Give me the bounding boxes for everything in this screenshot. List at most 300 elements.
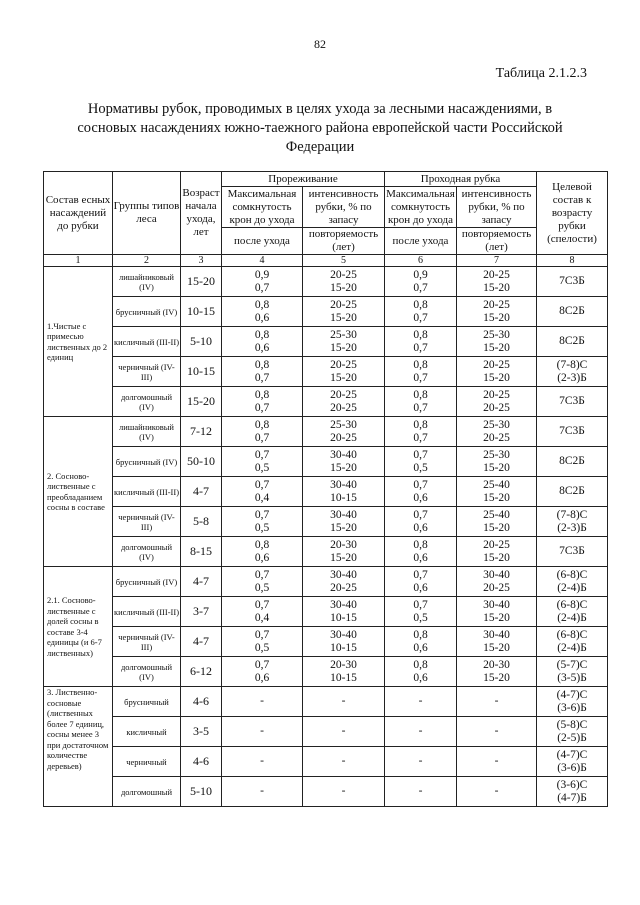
- forest-type-line: кисличный (III-II): [113, 336, 180, 347]
- closure-passage-line: -: [418, 785, 423, 797]
- intensity-passage-line: 20-25: [483, 358, 510, 371]
- intensity-thinning: [303, 477, 385, 507]
- target-composition-line: 7С3Б: [559, 275, 585, 287]
- closure-passage-line: 0,7: [413, 401, 428, 414]
- intensity-passage-line: 15-20: [483, 311, 510, 324]
- closure-thinning: [222, 777, 303, 807]
- intensity-thinning-line: 25-30: [330, 328, 357, 341]
- closure-passage-line: 0,6: [413, 521, 428, 534]
- closure-thinning-line: 0,7: [254, 448, 270, 461]
- closure-thinning-line: -: [260, 785, 264, 797]
- intensity-passage-line: 20-25: [483, 401, 510, 414]
- table-row: [44, 387, 608, 417]
- intensity-thinning: [303, 357, 385, 387]
- closure-passage: [385, 387, 457, 417]
- intensity-passage: [457, 627, 537, 657]
- start-age: [181, 507, 222, 537]
- intensity-thinning-line: -: [341, 755, 346, 767]
- intensity-thinning: [303, 657, 385, 687]
- closure-passage-line: 0,6: [413, 551, 428, 564]
- start-age: [181, 417, 222, 447]
- target-composition: [537, 597, 608, 627]
- closure-passage-line: 0,7: [413, 478, 428, 491]
- table-row: [44, 567, 608, 597]
- start-age: [181, 717, 222, 747]
- target-composition-line: (2-3)Б: [557, 371, 587, 384]
- intensity-passage-line: 20-25: [483, 268, 510, 281]
- target-composition-line: (2-4)Б: [557, 581, 587, 594]
- header-thinning: Прореживание: [222, 172, 385, 187]
- closure-thinning-line: 0,8: [254, 538, 270, 551]
- closure-passage-line: 0,8: [413, 328, 428, 341]
- header-target-composition: Целевой состав к возрасту рубки (спелости): [537, 172, 608, 255]
- intensity-thinning-line: 20-25: [330, 401, 357, 414]
- table-row: [44, 267, 608, 297]
- intensity-thinning: [303, 597, 385, 627]
- target-composition: [537, 447, 608, 477]
- closure-thinning-line: 0,8: [254, 328, 270, 341]
- intensity-passage: [457, 297, 537, 327]
- start-age-line: 4-6: [193, 754, 209, 768]
- target-composition-line: (6-8)С: [556, 598, 588, 611]
- intensity-passage: [457, 777, 537, 807]
- start-age: [181, 447, 222, 477]
- intensity-passage-line: 25-30: [483, 448, 510, 461]
- intensity-thinning-line: -: [341, 785, 346, 797]
- closure-thinning-line: 0,5: [254, 641, 270, 654]
- closure-thinning: [222, 657, 303, 687]
- intensity-passage-line: 20-30: [483, 658, 510, 671]
- intensity-passage-line: 15-20: [483, 371, 510, 384]
- closure-thinning: [222, 357, 303, 387]
- intensity-passage-line: 15-20: [483, 281, 510, 294]
- start-age-line: 5-10: [190, 334, 212, 348]
- intensity-passage: [457, 597, 537, 627]
- intensity-thinning-line: -: [341, 725, 346, 737]
- start-age: [181, 267, 222, 297]
- intensity-passage-line: 20-25: [483, 581, 510, 594]
- closure-thinning: [222, 717, 303, 747]
- start-age-line: 15-20: [187, 274, 215, 288]
- intensity-passage-line: 15-20: [483, 671, 510, 684]
- group-label: 2. Сосново-лиственные с преобладанием сосны в составе: [44, 417, 113, 567]
- closure-thinning-line: 0,5: [254, 581, 270, 594]
- intensity-passage-line: 25-30: [483, 328, 510, 341]
- intensity-passage-line: 30-40: [483, 628, 510, 641]
- forest-type: [113, 357, 181, 387]
- norms-table: [43, 171, 608, 807]
- target-composition: [537, 717, 608, 747]
- intensity-thinning: [303, 537, 385, 567]
- start-age-line: 4-6: [193, 694, 209, 708]
- start-age-line: 10-15: [187, 304, 215, 318]
- start-age: [181, 567, 222, 597]
- closure-passage-line: 0,8: [413, 418, 428, 431]
- forest-type: [113, 627, 181, 657]
- closure-thinning-line: -: [260, 755, 264, 767]
- table-row: [44, 717, 608, 747]
- closure-thinning: [222, 447, 303, 477]
- header-repeat-passage: повторяемость (лет): [457, 228, 537, 255]
- closure-passage-line: 0,9: [413, 268, 428, 281]
- column-number: 8: [537, 255, 608, 267]
- intensity-thinning-line: 30-40: [330, 478, 357, 491]
- header-age: Возраст начала ухода, лет: [181, 172, 222, 255]
- table-row: [44, 327, 608, 357]
- forest-type-line: брусничный (IV): [115, 576, 178, 587]
- intensity-thinning-line: 15-20: [330, 521, 357, 534]
- closure-thinning-line: 0,4: [254, 611, 270, 624]
- intensity-passage: [457, 717, 537, 747]
- closure-thinning-line: 0,7: [254, 658, 270, 671]
- start-age-line: 3-7: [193, 604, 209, 618]
- closure-thinning: [222, 297, 303, 327]
- target-composition-line: 7С3Б: [559, 395, 585, 407]
- intensity-passage-line: -: [494, 755, 499, 767]
- closure-thinning-line: 0,8: [254, 388, 270, 401]
- forest-type-line: кисличный (III-II): [113, 606, 180, 617]
- forest-type-line: долгомошный (IV): [120, 391, 173, 412]
- table-label: Таблица 2.1.2.3: [495, 66, 587, 81]
- target-composition-line: (3-6)Б: [557, 761, 587, 774]
- target-composition-line: 8С2Б: [559, 335, 585, 347]
- header-composition: Состав есных насаждений до рубки: [44, 172, 113, 255]
- target-composition: [537, 417, 608, 447]
- start-age-line: 7-12: [190, 424, 212, 438]
- intensity-passage: [457, 537, 537, 567]
- intensity-thinning-line: 20-25: [330, 388, 357, 401]
- start-age: [181, 627, 222, 657]
- intensity-thinning: [303, 327, 385, 357]
- closure-thinning-line: 0,8: [254, 418, 270, 431]
- target-composition-line: 8С2Б: [559, 485, 585, 497]
- forest-type-line: лишайниковый (IV): [119, 271, 174, 292]
- forest-type: [113, 417, 181, 447]
- forest-type: [113, 537, 181, 567]
- closure-passage: [385, 507, 457, 537]
- table-row: [44, 777, 608, 807]
- intensity-thinning-line: 20-25: [330, 268, 357, 281]
- intensity-passage: [457, 747, 537, 777]
- intensity-passage-line: 15-20: [483, 341, 510, 354]
- intensity-thinning-line: 10-15: [330, 491, 357, 504]
- target-composition: [537, 567, 608, 597]
- intensity-passage: [457, 327, 537, 357]
- closure-passage-line: 0,8: [413, 658, 428, 671]
- forest-type: [113, 597, 181, 627]
- intensity-passage-line: 20-25: [483, 298, 510, 311]
- intensity-thinning: [303, 267, 385, 297]
- start-age-line: 4-7: [193, 634, 209, 648]
- start-age-line: 4-7: [193, 574, 209, 588]
- intensity-passage: [457, 507, 537, 537]
- forest-type: [113, 687, 181, 717]
- intensity-thinning: [303, 387, 385, 417]
- target-composition-line: (4-7)Б: [557, 791, 587, 804]
- closure-thinning: [222, 567, 303, 597]
- forest-type-line: долгомошный (IV): [120, 661, 173, 682]
- closure-passage-line: 0,6: [413, 641, 428, 654]
- intensity-thinning-line: 20-30: [330, 658, 357, 671]
- closure-passage: [385, 597, 457, 627]
- group-label: 3. Лиственно-сосновые (лиственных более 7 единиц, сосны менее 3 при достаточном количестве деревьев): [44, 687, 113, 807]
- forest-type: [113, 657, 181, 687]
- closure-thinning: [222, 537, 303, 567]
- target-composition: [537, 267, 608, 297]
- table-row: [44, 507, 608, 537]
- intensity-passage: [457, 567, 537, 597]
- start-age: [181, 387, 222, 417]
- closure-thinning-line: 0,9: [254, 268, 270, 281]
- table-row: [44, 657, 608, 687]
- closure-thinning-line: 0,6: [254, 551, 270, 564]
- closure-passage-line: 0,7: [413, 371, 428, 384]
- table-row: [44, 747, 608, 777]
- column-number: 4: [222, 255, 303, 267]
- header-forest-types: Группы типов леса: [113, 172, 181, 255]
- closure-thinning-line: 0,6: [254, 311, 270, 324]
- closure-thinning-line: -: [260, 725, 264, 737]
- start-age-line: 8-15: [190, 544, 212, 558]
- closure-thinning: [222, 267, 303, 297]
- closure-thinning-line: 0,5: [254, 461, 270, 474]
- closure-passage: [385, 747, 457, 777]
- intensity-passage-line: 15-20: [483, 521, 510, 534]
- closure-thinning-line: 0,8: [254, 298, 270, 311]
- target-composition-line: (4-7)С: [556, 688, 588, 701]
- intensity-passage-line: 15-20: [483, 641, 510, 654]
- header-intensity-thinning: интенсивность рубки, % по запасу: [303, 187, 385, 228]
- intensity-passage: [457, 267, 537, 297]
- target-composition-line: (6-8)С: [556, 568, 588, 581]
- column-number: 6: [385, 255, 457, 267]
- closure-passage-line: 0,7: [413, 311, 428, 324]
- closure-passage: [385, 267, 457, 297]
- start-age: [181, 657, 222, 687]
- closure-passage: [385, 537, 457, 567]
- header-closure-passage: Максимальная сомкнутость крон до ухода: [386, 187, 455, 226]
- closure-thinning: [222, 507, 303, 537]
- forest-type: [113, 327, 181, 357]
- intensity-passage: [457, 387, 537, 417]
- header-after-passage: после ухода: [385, 228, 457, 255]
- forest-type-line: черничный: [126, 756, 167, 767]
- intensity-thinning-line: 20-25: [330, 431, 357, 444]
- closure-passage-line: -: [418, 755, 423, 767]
- intensity-passage: [457, 687, 537, 717]
- target-composition: [537, 387, 608, 417]
- intensity-thinning: [303, 567, 385, 597]
- intensity-thinning: [303, 687, 385, 717]
- group-label: 1.Чистые с примесью лиственных до 2 единиц: [44, 267, 113, 417]
- closure-passage: [385, 567, 457, 597]
- closure-passage-line: 0,7: [413, 508, 428, 521]
- target-composition: [537, 357, 608, 387]
- closure-passage-line: 0,8: [413, 298, 428, 311]
- group-label: 2.1. Сосново-лиственные с долей сосны в составе 3-4 единицы (и 6-7 лиственных): [44, 567, 113, 687]
- start-age: [181, 747, 222, 777]
- target-composition: [537, 327, 608, 357]
- target-composition: [537, 627, 608, 657]
- intensity-thinning-line: 15-20: [330, 341, 357, 354]
- intensity-passage-line: 25-30: [483, 418, 510, 431]
- closure-passage-line: 0,7: [413, 598, 428, 611]
- closure-passage-line: 0,8: [413, 358, 428, 371]
- start-age-line: 3-5: [193, 724, 209, 738]
- target-composition: [537, 477, 608, 507]
- target-composition: [537, 537, 608, 567]
- forest-type: [113, 567, 181, 597]
- start-age: [181, 597, 222, 627]
- target-composition-line: (6-8)С: [556, 628, 588, 641]
- intensity-thinning: [303, 507, 385, 537]
- header-repeat-thinning: повторяемость (лет): [303, 228, 385, 255]
- target-composition: [537, 657, 608, 687]
- column-number: 5: [303, 255, 385, 267]
- intensity-passage: [457, 417, 537, 447]
- target-composition-line: (5-8)С: [556, 718, 588, 731]
- intensity-passage-line: 30-40: [483, 568, 510, 581]
- intensity-thinning-line: -: [341, 695, 346, 707]
- intensity-passage-line: -: [494, 695, 499, 707]
- intensity-thinning-line: 10-15: [330, 611, 357, 624]
- closure-thinning-line: 0,6: [254, 341, 270, 354]
- table-row: [44, 537, 608, 567]
- forest-type-line: брусничный (IV): [115, 456, 178, 467]
- closure-passage-line: 0,7: [413, 568, 428, 581]
- intensity-thinning-line: 20-25: [330, 581, 357, 594]
- intensity-passage-line: 15-20: [483, 551, 510, 564]
- intensity-passage-line: 30-40: [483, 598, 510, 611]
- closure-passage: [385, 327, 457, 357]
- forest-type-line: черничный (IV-III): [118, 511, 175, 532]
- table-row: [44, 477, 608, 507]
- closure-passage: [385, 477, 457, 507]
- forest-type: [113, 777, 181, 807]
- target-composition: [537, 507, 608, 537]
- forest-type-line: брусничный (IV): [115, 306, 178, 317]
- intensity-thinning: [303, 297, 385, 327]
- start-age-line: 50-10: [187, 454, 215, 468]
- target-composition-line: (7-8)С: [556, 358, 588, 371]
- forest-type: [113, 387, 181, 417]
- intensity-thinning-line: 15-20: [330, 371, 357, 384]
- table-row: [44, 687, 608, 717]
- target-composition-line: (3-5)Б: [557, 671, 587, 684]
- table-row: [44, 357, 608, 387]
- intensity-passage-line: -: [494, 785, 499, 797]
- intensity-passage: [457, 447, 537, 477]
- closure-passage: [385, 627, 457, 657]
- intensity-thinning-line: 15-20: [330, 461, 357, 474]
- closure-passage-line: 0,7: [413, 281, 428, 294]
- intensity-passage-line: 20-25: [483, 431, 510, 444]
- closure-thinning-line: 0,7: [254, 568, 270, 581]
- intensity-thinning-line: 15-20: [330, 551, 357, 564]
- closure-thinning-line: 0,7: [254, 281, 270, 294]
- forest-type: [113, 447, 181, 477]
- intensity-passage: [457, 477, 537, 507]
- table-row: [44, 417, 608, 447]
- target-composition-line: (5-7)С: [556, 658, 588, 671]
- target-composition-line: (3-6)С: [556, 778, 588, 791]
- page-number: 82: [314, 37, 326, 51]
- closure-passage: [385, 357, 457, 387]
- intensity-thinning-line: 20-30: [330, 538, 357, 551]
- closure-thinning: [222, 627, 303, 657]
- intensity-thinning-line: 10-15: [330, 671, 357, 684]
- target-composition-line: (2-4)Б: [557, 611, 587, 624]
- closure-passage: [385, 447, 457, 477]
- start-age-line: 6-12: [190, 664, 212, 678]
- closure-thinning: [222, 417, 303, 447]
- forest-type: [113, 477, 181, 507]
- forest-type-line: черничный (IV-III): [118, 631, 175, 652]
- intensity-passage-line: -: [494, 725, 499, 737]
- closure-passage-line: 0,7: [413, 431, 428, 444]
- column-number: 7: [457, 255, 537, 267]
- forest-type-line: кисличный (III-II): [113, 486, 180, 497]
- intensity-thinning-line: 30-40: [330, 628, 357, 641]
- closure-thinning-line: 0,7: [254, 628, 270, 641]
- intensity-passage-line: 15-20: [483, 491, 510, 504]
- closure-passage-line: 0,8: [413, 538, 428, 551]
- intensity-thinning: [303, 777, 385, 807]
- target-composition-line: (7-8)С: [556, 508, 588, 521]
- forest-type-line: долгомошный: [120, 786, 173, 797]
- closure-passage: [385, 297, 457, 327]
- header-after-thinning: после ухода: [222, 228, 303, 255]
- target-composition: [537, 777, 608, 807]
- closure-passage-line: 0,8: [413, 628, 428, 641]
- closure-passage: [385, 777, 457, 807]
- closure-passage-line: 0,6: [413, 671, 428, 684]
- closure-passage: [385, 417, 457, 447]
- intensity-thinning-line: 30-40: [330, 568, 357, 581]
- table-row: [44, 447, 608, 477]
- start-age-line: 10-15: [187, 364, 215, 378]
- closure-thinning-line: 0,7: [254, 431, 270, 444]
- intensity-thinning-line: 15-20: [330, 281, 357, 294]
- closure-thinning-line: 0,7: [254, 401, 270, 414]
- forest-type-line: черничный (IV-III): [118, 361, 175, 382]
- closure-passage-line: 0,5: [413, 611, 428, 624]
- closure-thinning-line: 0,7: [254, 478, 270, 491]
- intensity-thinning-line: 20-25: [330, 358, 357, 371]
- closure-passage-line: 0,6: [413, 581, 428, 594]
- intensity-thinning: [303, 747, 385, 777]
- forest-type-line: брусничный: [124, 696, 169, 707]
- table-row: [44, 627, 608, 657]
- forest-type-line: кисличный: [126, 726, 167, 737]
- target-composition-line: (2-4)Б: [557, 641, 587, 654]
- forest-type-line: долгомошный (IV): [120, 541, 173, 562]
- target-composition: [537, 747, 608, 777]
- closure-thinning-line: 0,8: [254, 358, 270, 371]
- closure-thinning-line: 0,4: [254, 491, 270, 504]
- closure-passage: [385, 687, 457, 717]
- target-composition-line: 7С3Б: [559, 425, 585, 437]
- closure-thinning-line: 0,7: [254, 598, 270, 611]
- forest-type: [113, 507, 181, 537]
- document-title: Нормативы рубок, проводимых в целях ухода за лесными насаждениями, в сосновых насаждениях южно-таежного района европейской части Российской Федерации: [77, 101, 563, 155]
- start-age: [181, 687, 222, 717]
- intensity-thinning-line: 10-15: [330, 641, 357, 654]
- closure-passage: [385, 657, 457, 687]
- forest-type: [113, 297, 181, 327]
- closure-thinning: [222, 687, 303, 717]
- start-age-line: 4-7: [193, 484, 209, 498]
